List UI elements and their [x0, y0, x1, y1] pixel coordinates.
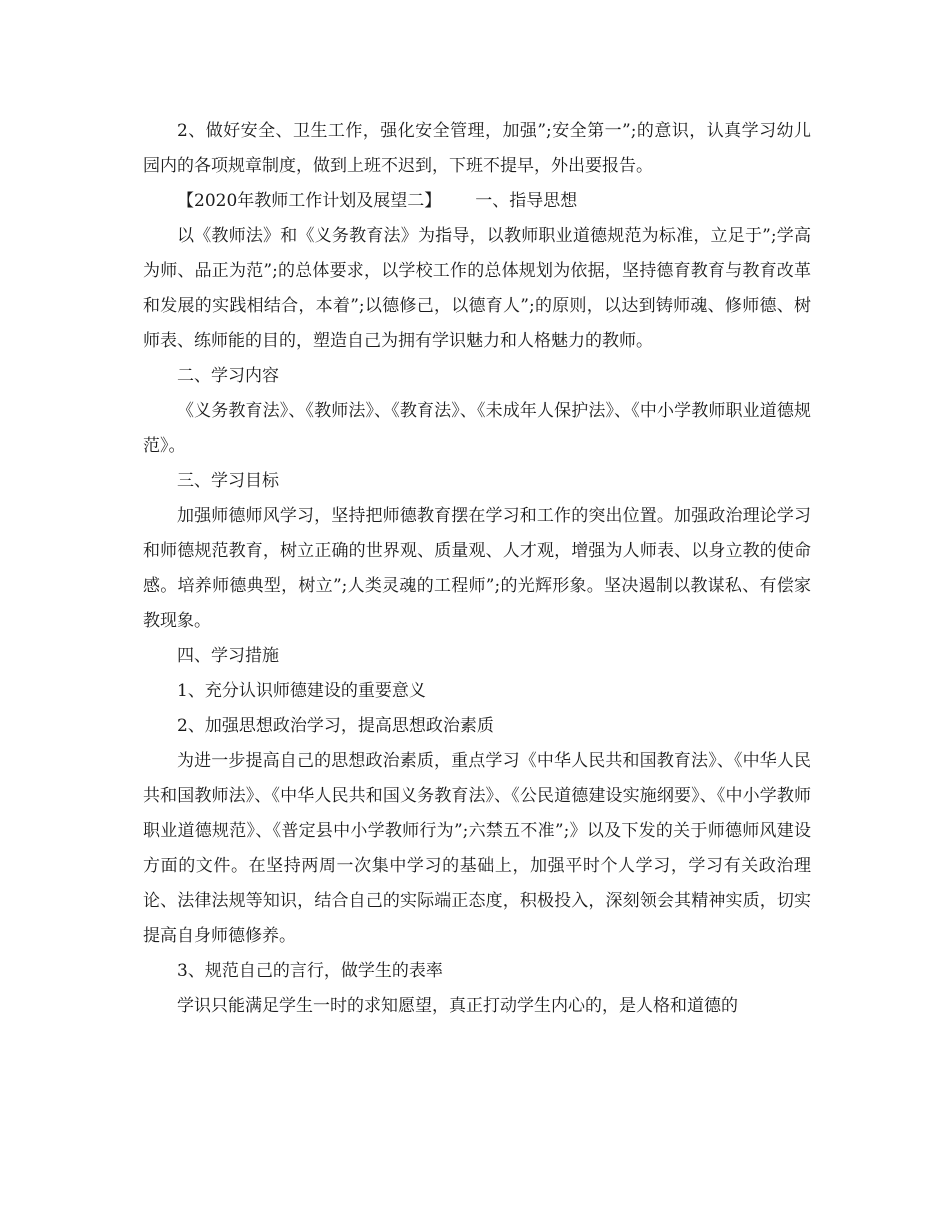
measure-item-2: 2、加强思想政治学习，提高思想政治素质 [177, 716, 494, 736]
document-body [143, 114, 811, 1024]
section-subtitle: 一、指导思想 [475, 191, 578, 211]
paragraph-political-study: 为进一步提高自己的思想政治素质，重点学习《中华人民共和国教育法》、《中华人民共和国教师法》、《中华人民共和国义务教育法》、《公民道德建设实施纲要》、《中小学教师职业道德规范》、《普定县中小学教师行为”;六禁五不准”;》以及下发的关于师德师风建设方面的文件。在坚持两周一次集中学习的基础上，加强平时个人学习，学习有关政治理论、法律法规等知识，结合自己的实际端正态度，积极投入，深刻领会其精神实质，切实提高自身师德修养。 [143, 751, 811, 946]
measure-item-3: 3、规范自己的言行，做学生的表率 [177, 961, 443, 981]
paragraph-role-model: 学识只能满足学生一时的求知愿望，真正打动学生内心的，是人格和道德的 [177, 996, 738, 1016]
heading-study-content: 二、学习内容 [177, 366, 279, 386]
measure-item-1: 1、充分认识师德建设的重要意义 [177, 681, 426, 701]
paragraph-study-content: 《义务教育法》、《教师法》、《教育法》、《未成年人保护法》、《中小学教师职业道德规范》。 [143, 401, 811, 456]
paragraph-safety: 2、做好安全、卫生工作，强化安全管理，加强”;安全第一”;的意识，认真学习幼儿园内的各项规章制度，做到上班不迟到，下班不提早，外出要报告。 [143, 121, 811, 176]
heading-study-measures: 四、学习措施 [177, 646, 279, 666]
section-heading [143, 184, 811, 219]
heading-study-goals: 三、学习目标 [177, 471, 279, 491]
paragraph-study-goals: 加强师德师风学习，坚持把师德教育摆在学习和工作的突出位置。加强政治理论学习和师德规范教育，树立正确的世界观、质量观、人才观，增强为人师表、以身立教的使命感。培养师德典型，树立”;人类灵魂的工程师”;的光辉形象。坚决遏制以教谋私、有偿家教现象。 [143, 506, 811, 631]
paragraph-guiding-thought: 以《教师法》和《义务教育法》为指导，以教师职业道德规范为标准，立足于”;学高为师、品正为范”;的总体要求，以学校工作的总体规划为依据，坚持德育教育与教育改革和发展的实践相结合，本着”;以德修己，以德育人”;的原则，以达到铸师魂、修师德、树师表、练师能的目的，塑造自己为拥有学识魅力和人格魅力的教师。 [143, 226, 811, 351]
section-title: 【2020年教师工作计划及展望二】 [177, 191, 442, 211]
